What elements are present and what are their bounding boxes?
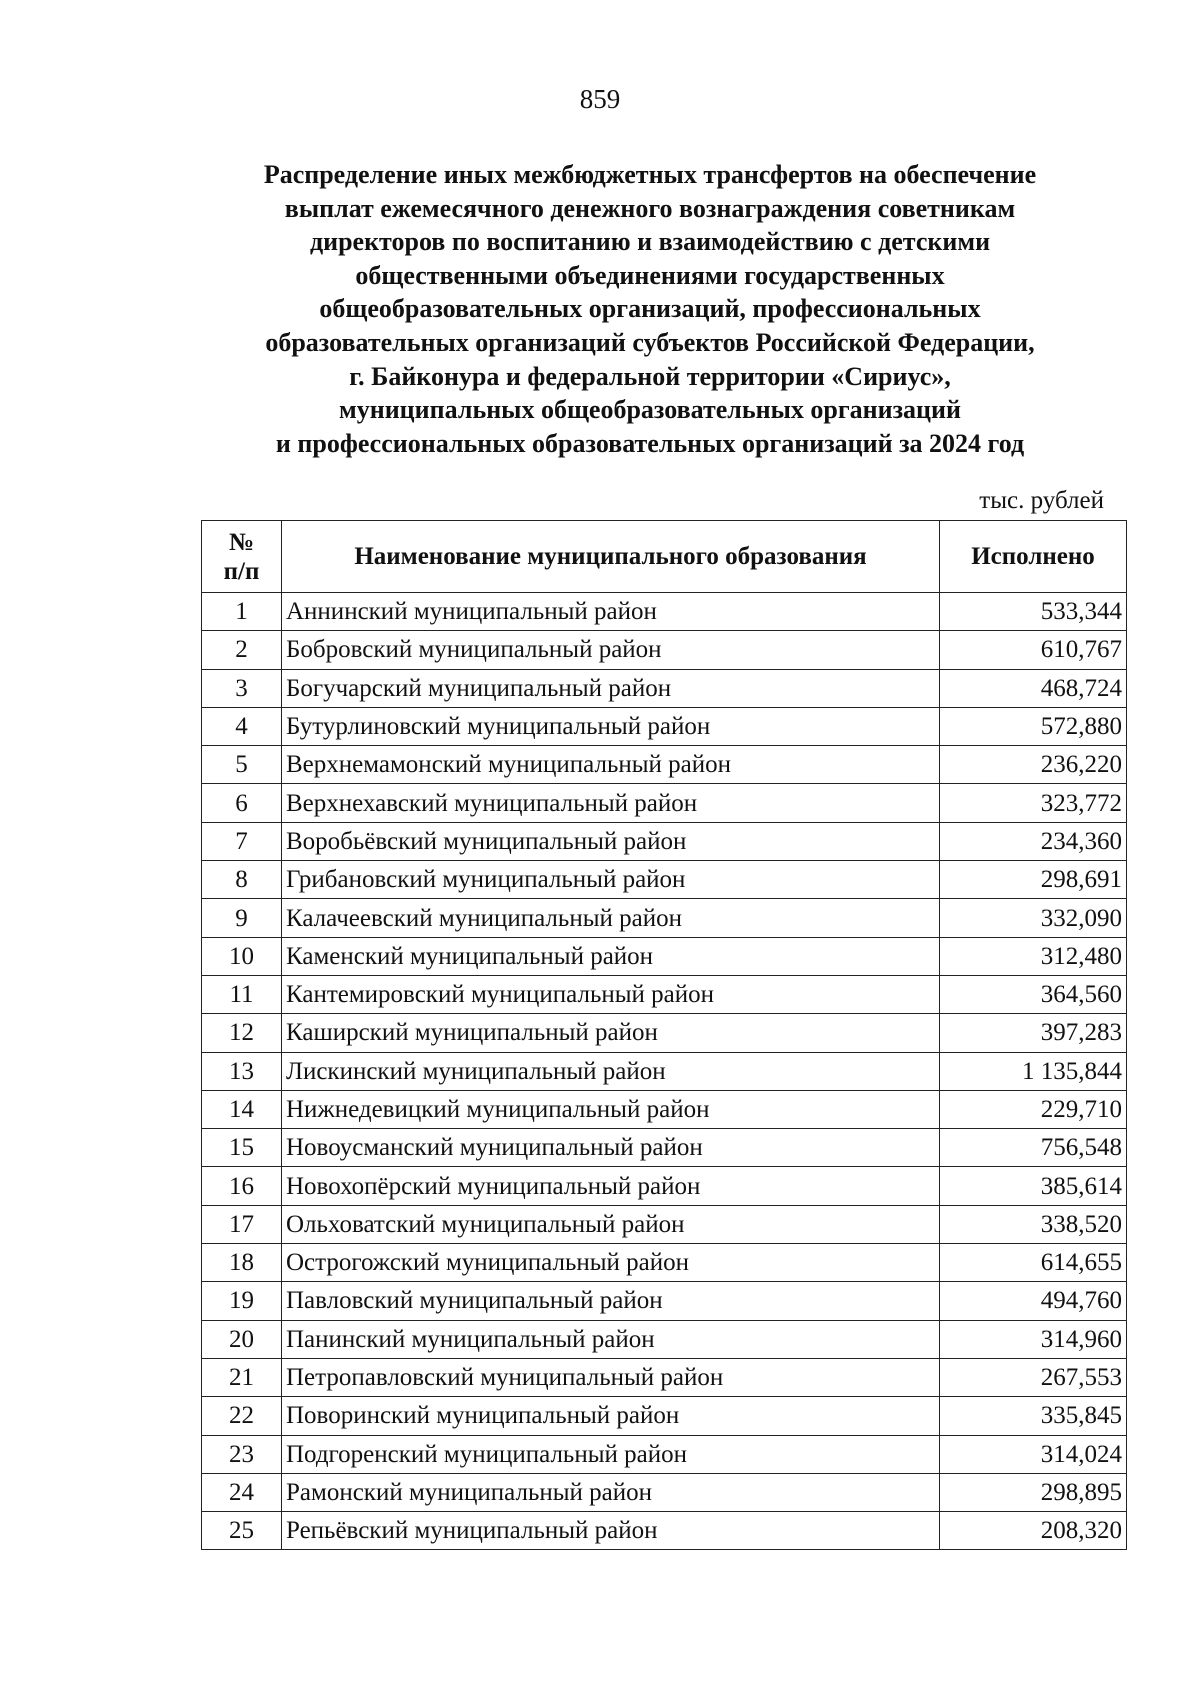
table-row <box>202 1320 1127 1358</box>
row-name: Рамонский муниципальный район <box>282 1473 940 1511</box>
table-row <box>202 1205 1127 1243</box>
table-body <box>202 593 1127 1550</box>
row-name: Нижнедевицкий муниципальный район <box>282 1090 940 1128</box>
row-number: 23 <box>202 1435 282 1473</box>
table-row <box>202 1397 1127 1435</box>
row-number: 24 <box>202 1473 282 1511</box>
row-number: 19 <box>202 1282 282 1320</box>
row-value: 614,655 <box>940 1244 1127 1282</box>
row-name: Панинский муниципальный район <box>282 1320 940 1358</box>
row-number: 22 <box>202 1397 282 1435</box>
row-number: 1 <box>202 593 282 631</box>
row-number: 20 <box>202 1320 282 1358</box>
row-number: 14 <box>202 1090 282 1128</box>
table-row <box>202 1512 1127 1550</box>
table-row <box>202 1244 1127 1282</box>
row-number: 25 <box>202 1512 282 1550</box>
row-value: 298,691 <box>940 861 1127 899</box>
row-name: Новоусманский муниципальный район <box>282 1129 940 1167</box>
row-value: 468,724 <box>940 669 1127 707</box>
row-value: 756,548 <box>940 1129 1127 1167</box>
row-number: 16 <box>202 1167 282 1205</box>
table-row <box>202 1435 1127 1473</box>
row-name: Павловский муниципальный район <box>282 1282 940 1320</box>
table-row <box>202 1282 1127 1320</box>
row-name: Репьёвский муниципальный район <box>282 1512 940 1550</box>
title-line: общественными объединениями государственных <box>355 260 945 290</box>
row-name: Верхнехавский муниципальный район <box>282 784 940 822</box>
table-row <box>202 746 1127 784</box>
table-row <box>202 631 1127 669</box>
row-name: Бобровский муниципальный район <box>282 631 940 669</box>
table-row <box>202 1090 1127 1128</box>
title-line: образовательных организаций субъектов Российской Федерации, <box>265 327 1035 357</box>
row-name: Острогожский муниципальный район <box>282 1244 940 1282</box>
units-label: тыс. рублей <box>979 487 1104 514</box>
row-number: 21 <box>202 1358 282 1396</box>
row-name: Верхнемамонский муниципальный район <box>282 746 940 784</box>
row-number: 6 <box>202 784 282 822</box>
row-name: Кантемировский муниципальный район <box>282 975 940 1013</box>
row-number: 18 <box>202 1244 282 1282</box>
row-name: Калачеевский муниципальный район <box>282 899 940 937</box>
header-number <box>202 521 282 593</box>
row-value: 335,845 <box>940 1397 1127 1435</box>
row-value: 494,760 <box>940 1282 1127 1320</box>
row-number: 12 <box>202 1014 282 1052</box>
row-value: 234,360 <box>940 822 1127 860</box>
table-row <box>202 593 1127 631</box>
table-row <box>202 1014 1127 1052</box>
row-name: Лискинский муниципальный район <box>282 1052 940 1090</box>
table-row <box>202 975 1127 1013</box>
title-line: муниципальных общеобразовательных организаций <box>339 395 961 425</box>
row-value: 533,344 <box>940 593 1127 631</box>
row-value: 1 135,844 <box>940 1052 1127 1090</box>
row-number: 17 <box>202 1205 282 1243</box>
row-number: 15 <box>202 1129 282 1167</box>
row-name: Каменский муниципальный район <box>282 937 940 975</box>
title-line: Распределение иных межбюджетных трансфертов на обеспечение <box>263 160 1037 189</box>
table-row <box>202 1358 1127 1396</box>
row-value: 338,520 <box>940 1205 1127 1243</box>
table-row <box>202 861 1127 899</box>
row-name: Новохопёрский муниципальный район <box>282 1167 940 1205</box>
row-number: 8 <box>202 861 282 899</box>
row-value: 314,960 <box>940 1320 1127 1358</box>
title-line: общеобразовательных организаций, профессиональных <box>319 294 981 324</box>
row-value: 397,283 <box>940 1014 1127 1052</box>
row-name: Ольховатский муниципальный район <box>282 1205 940 1243</box>
table-header-row <box>202 521 1127 593</box>
distribution-table <box>201 520 1127 1550</box>
table-row <box>202 1052 1127 1090</box>
table-row <box>202 1129 1127 1167</box>
row-number: 11 <box>202 975 282 1013</box>
title-line: и профессиональных образовательных организаций за 2024 год <box>275 428 1025 458</box>
table-row <box>202 937 1127 975</box>
header-number-line1: № <box>228 528 255 556</box>
row-number: 4 <box>202 707 282 745</box>
row-number: 9 <box>202 899 282 937</box>
table-row <box>202 1473 1127 1511</box>
row-value: 298,895 <box>940 1473 1127 1511</box>
row-name: Бутурлиновский муниципальный район <box>282 707 940 745</box>
row-number: 7 <box>202 822 282 860</box>
title-line: выплат ежемесячного денежного вознаграждения советникам <box>284 193 1016 223</box>
row-name: Богучарский муниципальный район <box>282 669 940 707</box>
row-number: 5 <box>202 746 282 784</box>
row-name: Подгоренский муниципальный район <box>282 1435 940 1473</box>
row-number: 13 <box>202 1052 282 1090</box>
row-number: 10 <box>202 937 282 975</box>
row-value: 610,767 <box>940 631 1127 669</box>
row-value: 364,560 <box>940 975 1127 1013</box>
row-value: 385,614 <box>940 1167 1127 1205</box>
table-row <box>202 899 1127 937</box>
table-row <box>202 784 1127 822</box>
header-name: Наименование муниципального образования <box>282 521 940 593</box>
row-value: 572,880 <box>940 707 1127 745</box>
header-number-line2: п/п <box>223 557 260 585</box>
row-number: 2 <box>202 631 282 669</box>
table-row <box>202 1167 1127 1205</box>
table-row <box>202 669 1127 707</box>
document-title <box>215 158 1085 460</box>
row-number: 3 <box>202 669 282 707</box>
table-row <box>202 707 1127 745</box>
table-row <box>202 822 1127 860</box>
row-name: Петропавловский муниципальный район <box>282 1358 940 1396</box>
row-value: 267,553 <box>940 1358 1127 1396</box>
title-line: г. Байконура и федеральной территории «Сириус», <box>349 361 951 391</box>
row-name: Воробьёвский муниципальный район <box>282 822 940 860</box>
row-value: 323,772 <box>940 784 1127 822</box>
row-value: 208,320 <box>940 1512 1127 1550</box>
row-name: Поворинский муниципальный район <box>282 1397 940 1435</box>
row-value: 314,024 <box>940 1435 1127 1473</box>
row-name: Аннинский муниципальный район <box>282 593 940 631</box>
title-line: директоров по воспитанию и взаимодействию с детскими <box>309 227 991 257</box>
row-value: 312,480 <box>940 937 1127 975</box>
header-value: Исполнено <box>940 521 1127 593</box>
page-number: 859 <box>579 84 621 114</box>
row-name: Каширский муниципальный район <box>282 1014 940 1052</box>
row-value: 332,090 <box>940 899 1127 937</box>
row-value: 229,710 <box>940 1090 1127 1128</box>
row-value: 236,220 <box>940 746 1127 784</box>
row-name: Грибановский муниципальный район <box>282 861 940 899</box>
